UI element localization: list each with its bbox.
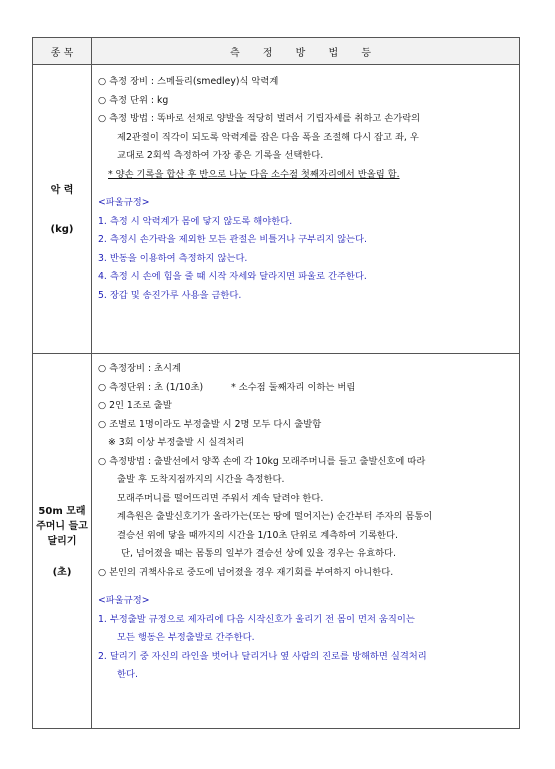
sandbag-foul-title: <파울규정> xyxy=(98,595,150,606)
grip-foul-item: 4. 측정 시 손에 힘을 줄 때 시작 자세와 달라지면 파울로 간주한다. xyxy=(98,271,367,282)
sandbag-event-name-3: 달리기 xyxy=(47,536,77,547)
grip-method-cell xyxy=(92,65,520,354)
sandbag-line: ○ 측정방법 : 출발선에서 양쪽 손에 각 10kg 모래주머니를 들고 출발신호에 따라 xyxy=(98,455,426,467)
sandbag-foul-item: 모든 행동은 부정출발로 간주한다. xyxy=(117,632,255,643)
sandbag-unit-text: ○ 측정단위 : 초 (1/10초) xyxy=(98,381,204,393)
grip-line: 제2관절이 직각이 되도록 악력계를 잡은 다음 폭을 조절해 다시 잡고 좌, 우 xyxy=(117,131,419,143)
sandbag-line: ○ 2인 1조로 출발 xyxy=(98,400,172,411)
sandbag-line: 모래주머니를 떨어뜨리면 주워서 계속 달려야 한다. xyxy=(117,492,324,504)
header-method xyxy=(92,38,520,65)
grip-foul-item: 1. 측정 시 악력계가 몸에 닿지 않도록 해야한다. xyxy=(98,215,293,227)
sandbag-line: ○ 측정장비 : 초시계 xyxy=(98,363,181,374)
sandbag-row xyxy=(33,354,520,729)
header-method-label: 측 정 방 법 등 xyxy=(229,47,381,59)
sandbag-event-name-2: 주머니 들고 xyxy=(36,521,88,532)
grip-foul-item: 5. 장갑 및 송진가루 사용을 금한다. xyxy=(98,289,242,301)
sandbag-foul-item: 1. 부정출발 규정으로 제자리에 다음 시작신호가 울리기 전 몸이 먼저 움직이는 xyxy=(98,613,415,625)
sandbag-unit-note: * 소수점 둘째자리 이하는 버림 xyxy=(231,381,356,393)
sandbag-line: 계측원은 출발신호기가 올라가는(또는 땅에 떨어지는) 순간부터 주자의 몸통이 xyxy=(117,511,433,522)
grip-foul-item: 2. 측정시 손가락을 제외한 모든 관절은 비틀거나 구부리지 않는다. xyxy=(98,234,367,245)
sandbag-line xyxy=(98,379,515,398)
grip-row xyxy=(33,65,520,354)
grip-note-text: * 양손 기록을 합산 후 반으로 나눈 다음 소수점 첫째자리에서 반올림 함. xyxy=(108,168,400,180)
sandbag-line: 단, 넘어졌을 때는 몸통의 일부가 결승선 상에 있을 경우는 유효하다. xyxy=(121,548,396,559)
sandbag-event-unit: (초) xyxy=(52,567,72,578)
sandbag-method-cell xyxy=(92,354,520,729)
grip-note xyxy=(98,166,515,185)
header-row xyxy=(33,38,520,65)
grip-line: 교대로 2회씩 측정하여 가장 좋은 기록을 선택한다. xyxy=(117,150,324,161)
grip-event-name: 악 력 xyxy=(50,185,74,196)
sandbag-foul-item: 2. 달리기 중 자신의 라인을 벗어나 달리거나 옆 사람의 진로를 방해하면 실격처리 xyxy=(98,650,427,662)
grip-line: ○ 측정 장비 : 스메들리(smedley)식 악력계 xyxy=(98,76,279,87)
rules-table xyxy=(32,37,520,729)
sandbag-line: 결승선 위에 닿을 때까지의 시간을 1/10초 단위로 계측하여 기록한다. xyxy=(117,529,398,541)
grip-foul-title: <파울규정> xyxy=(98,197,150,208)
sandbag-line: ※ 3회 이상 부정출발 시 실격처리 xyxy=(108,437,245,448)
sandbag-event-name-1: 50m 모래 xyxy=(38,506,86,517)
sandbag-line: ○ 본인의 귀책사유로 중도에 넘어졌을 경우 재기회를 부여하지 아니한다. xyxy=(98,566,394,578)
grip-foul-item: 3. 반동을 이용하여 측정하지 않는다. xyxy=(98,252,248,264)
sandbag-event-cell xyxy=(33,354,92,729)
sandbag-line: 출발 후 도착지점까지의 시간을 측정한다. xyxy=(117,474,285,485)
header-event: 종 목 xyxy=(33,38,92,65)
grip-line: ○ 측정 단위 : kg xyxy=(98,94,169,106)
grip-event-cell xyxy=(33,65,92,354)
sandbag-foul-item: 한다. xyxy=(117,669,138,680)
grip-line: ○ 측정 방법 : 똑바로 선채로 양발을 적당히 벌려서 기립자세를 취하고 손가락의 xyxy=(98,113,421,124)
grip-event-unit: (kg) xyxy=(50,224,74,235)
sandbag-line: ○ 조별로 1명이라도 부정출발 시 2명 모두 다시 출발함 xyxy=(98,418,322,430)
